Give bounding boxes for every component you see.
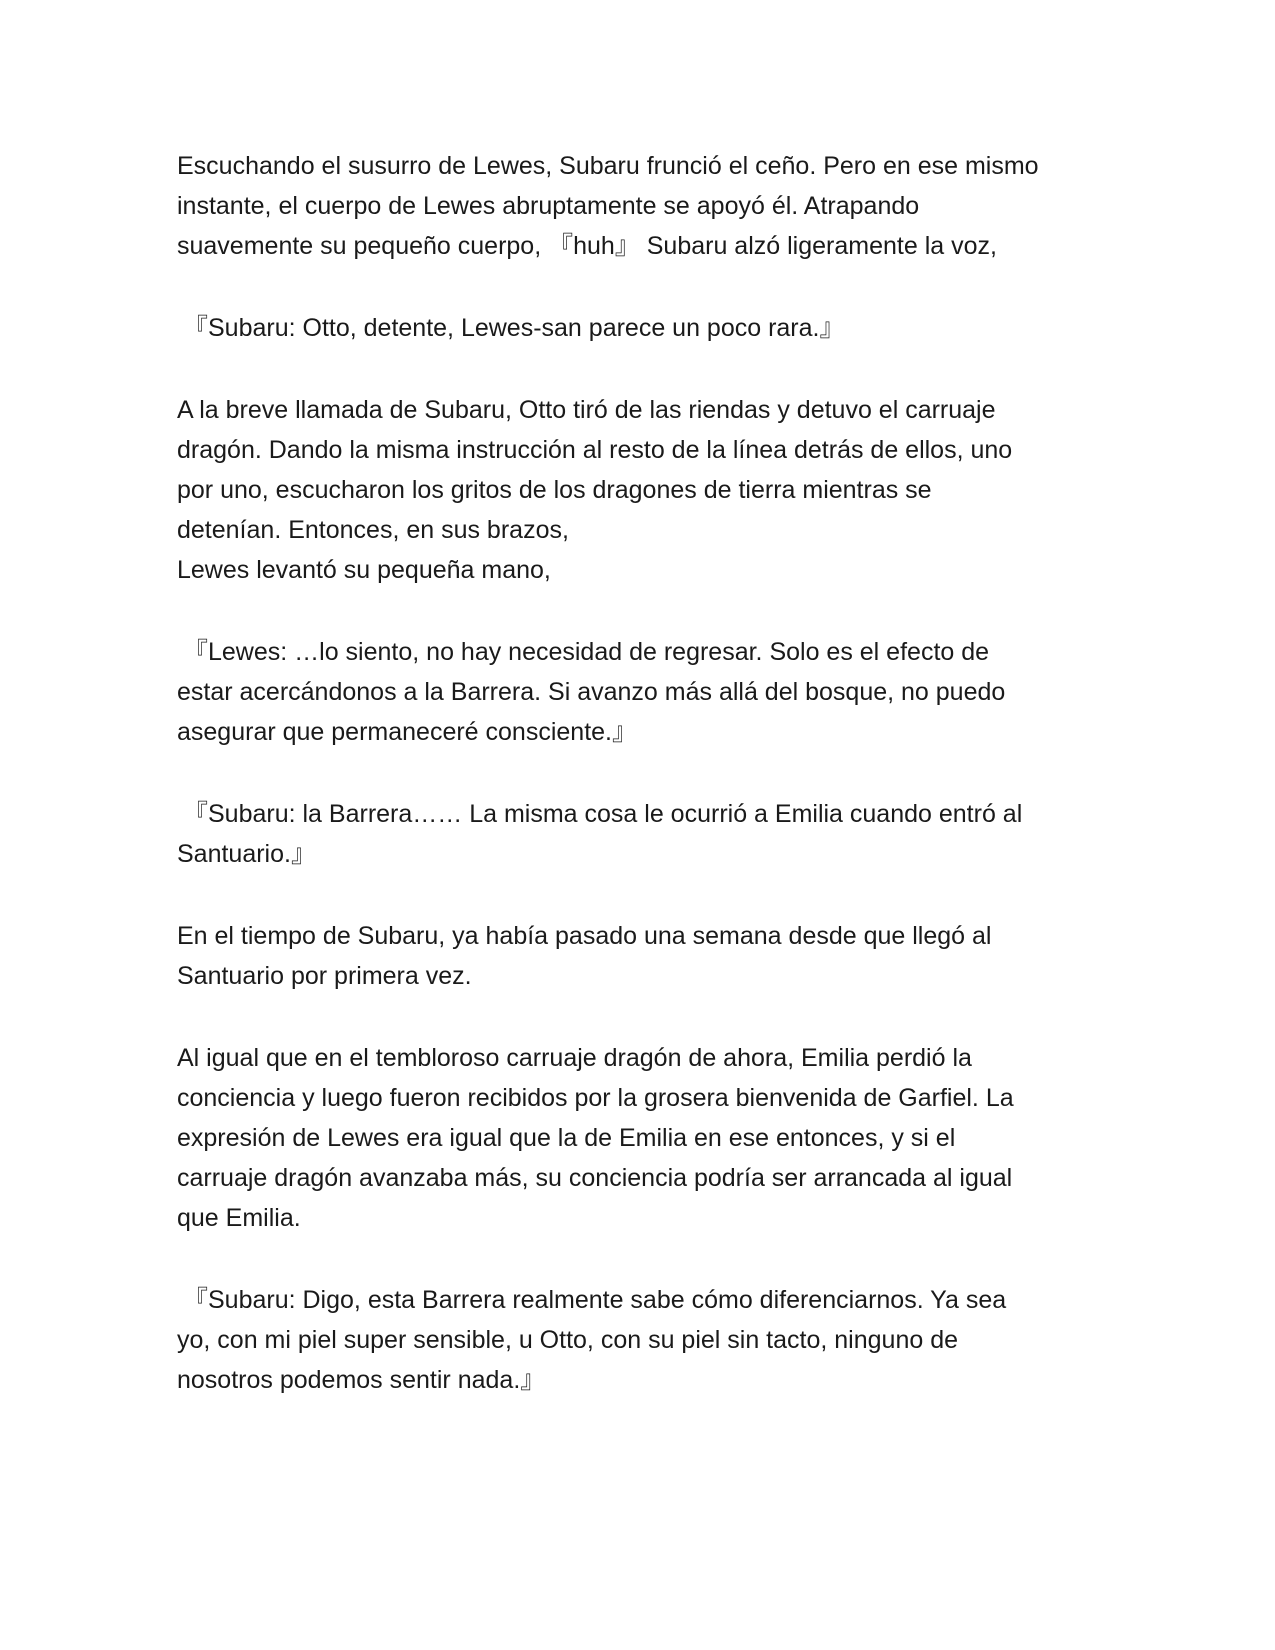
text-line: dragón. Dando la misma instrucción al resto de la línea detrás de ellos, uno — [177, 436, 1013, 464]
text-line: Escuchando el susurro de Lewes, Subaru frunció el ceño. Pero en ese mismo — [177, 152, 1039, 180]
text-line: 『Subaru: Otto, detente, Lewes-san parece un poco rara.』 — [183, 314, 845, 342]
text-line: 『Lewes: …lo siento, no hay necesidad de regresar. Solo es el efecto de — [183, 638, 990, 666]
text-line: A la breve llamada de Subaru, Otto tiró de las riendas y detuvo el carruaje — [177, 396, 996, 424]
text-line: 『Subaru: la Barrera…… La misma cosa le ocurrió a Emilia cuando entró al — [183, 800, 1023, 828]
paragraph-narration-3 — [177, 916, 1107, 996]
paragraph-dialogue-subaru-3 — [177, 1280, 1107, 1400]
text-line: 『Subaru: Digo, esta Barrera realmente sabe cómo diferenciarnos. Ya sea — [183, 1286, 1007, 1314]
paragraph-dialogue-subaru-1 — [177, 308, 1107, 348]
text-line: detenían. Entonces, en sus brazos, — [177, 516, 569, 544]
paragraph-narration-1 — [177, 146, 1107, 266]
paragraph-dialogue-lewes — [177, 632, 1107, 752]
text-line: Santuario.』 — [177, 840, 316, 868]
text-line: carruaje dragón avanzaba más, su conciencia podría ser arrancada al igual — [177, 1164, 1013, 1192]
text-line: suavemente su pequeño cuerpo, 『huh』 Subaru alzó ligeramente la voz, — [177, 232, 997, 260]
text-line: Santuario por primera vez. — [177, 962, 472, 990]
text-line: Lewes levantó su pequeña mano, — [177, 556, 551, 584]
text-line: por uno, escucharon los gritos de los dragones de tierra mientras se — [177, 476, 932, 504]
text-line: conciencia y luego fueron recibidos por la grosera bienvenida de Garfiel. La — [177, 1084, 1014, 1112]
text-line: instante, el cuerpo de Lewes abruptamente se apoyó él. Atrapando — [177, 192, 920, 220]
text-line: nosotros podemos sentir nada.』 — [177, 1366, 546, 1394]
document-body — [177, 146, 1107, 1442]
text-line: Al igual que en el tembloroso carruaje dragón de ahora, Emilia perdió la — [177, 1044, 972, 1072]
paragraph-narration-4 — [177, 1038, 1107, 1238]
text-line: yo, con mi piel super sensible, u Otto, con su piel sin tacto, ninguno de — [177, 1326, 959, 1354]
text-line: asegurar que permaneceré consciente.』 — [177, 718, 637, 746]
text-line: estar acercándonos a la Barrera. Si avanzo más allá del bosque, no puedo — [177, 678, 1006, 706]
text-line: En el tiempo de Subaru, ya había pasado una semana desde que llegó al — [177, 922, 992, 950]
text-line: expresión de Lewes era igual que la de Emilia en ese entonces, y si el — [177, 1124, 956, 1152]
paragraph-dialogue-subaru-2 — [177, 794, 1107, 874]
paragraph-narration-2 — [177, 390, 1107, 590]
text-line: que Emilia. — [177, 1204, 301, 1232]
